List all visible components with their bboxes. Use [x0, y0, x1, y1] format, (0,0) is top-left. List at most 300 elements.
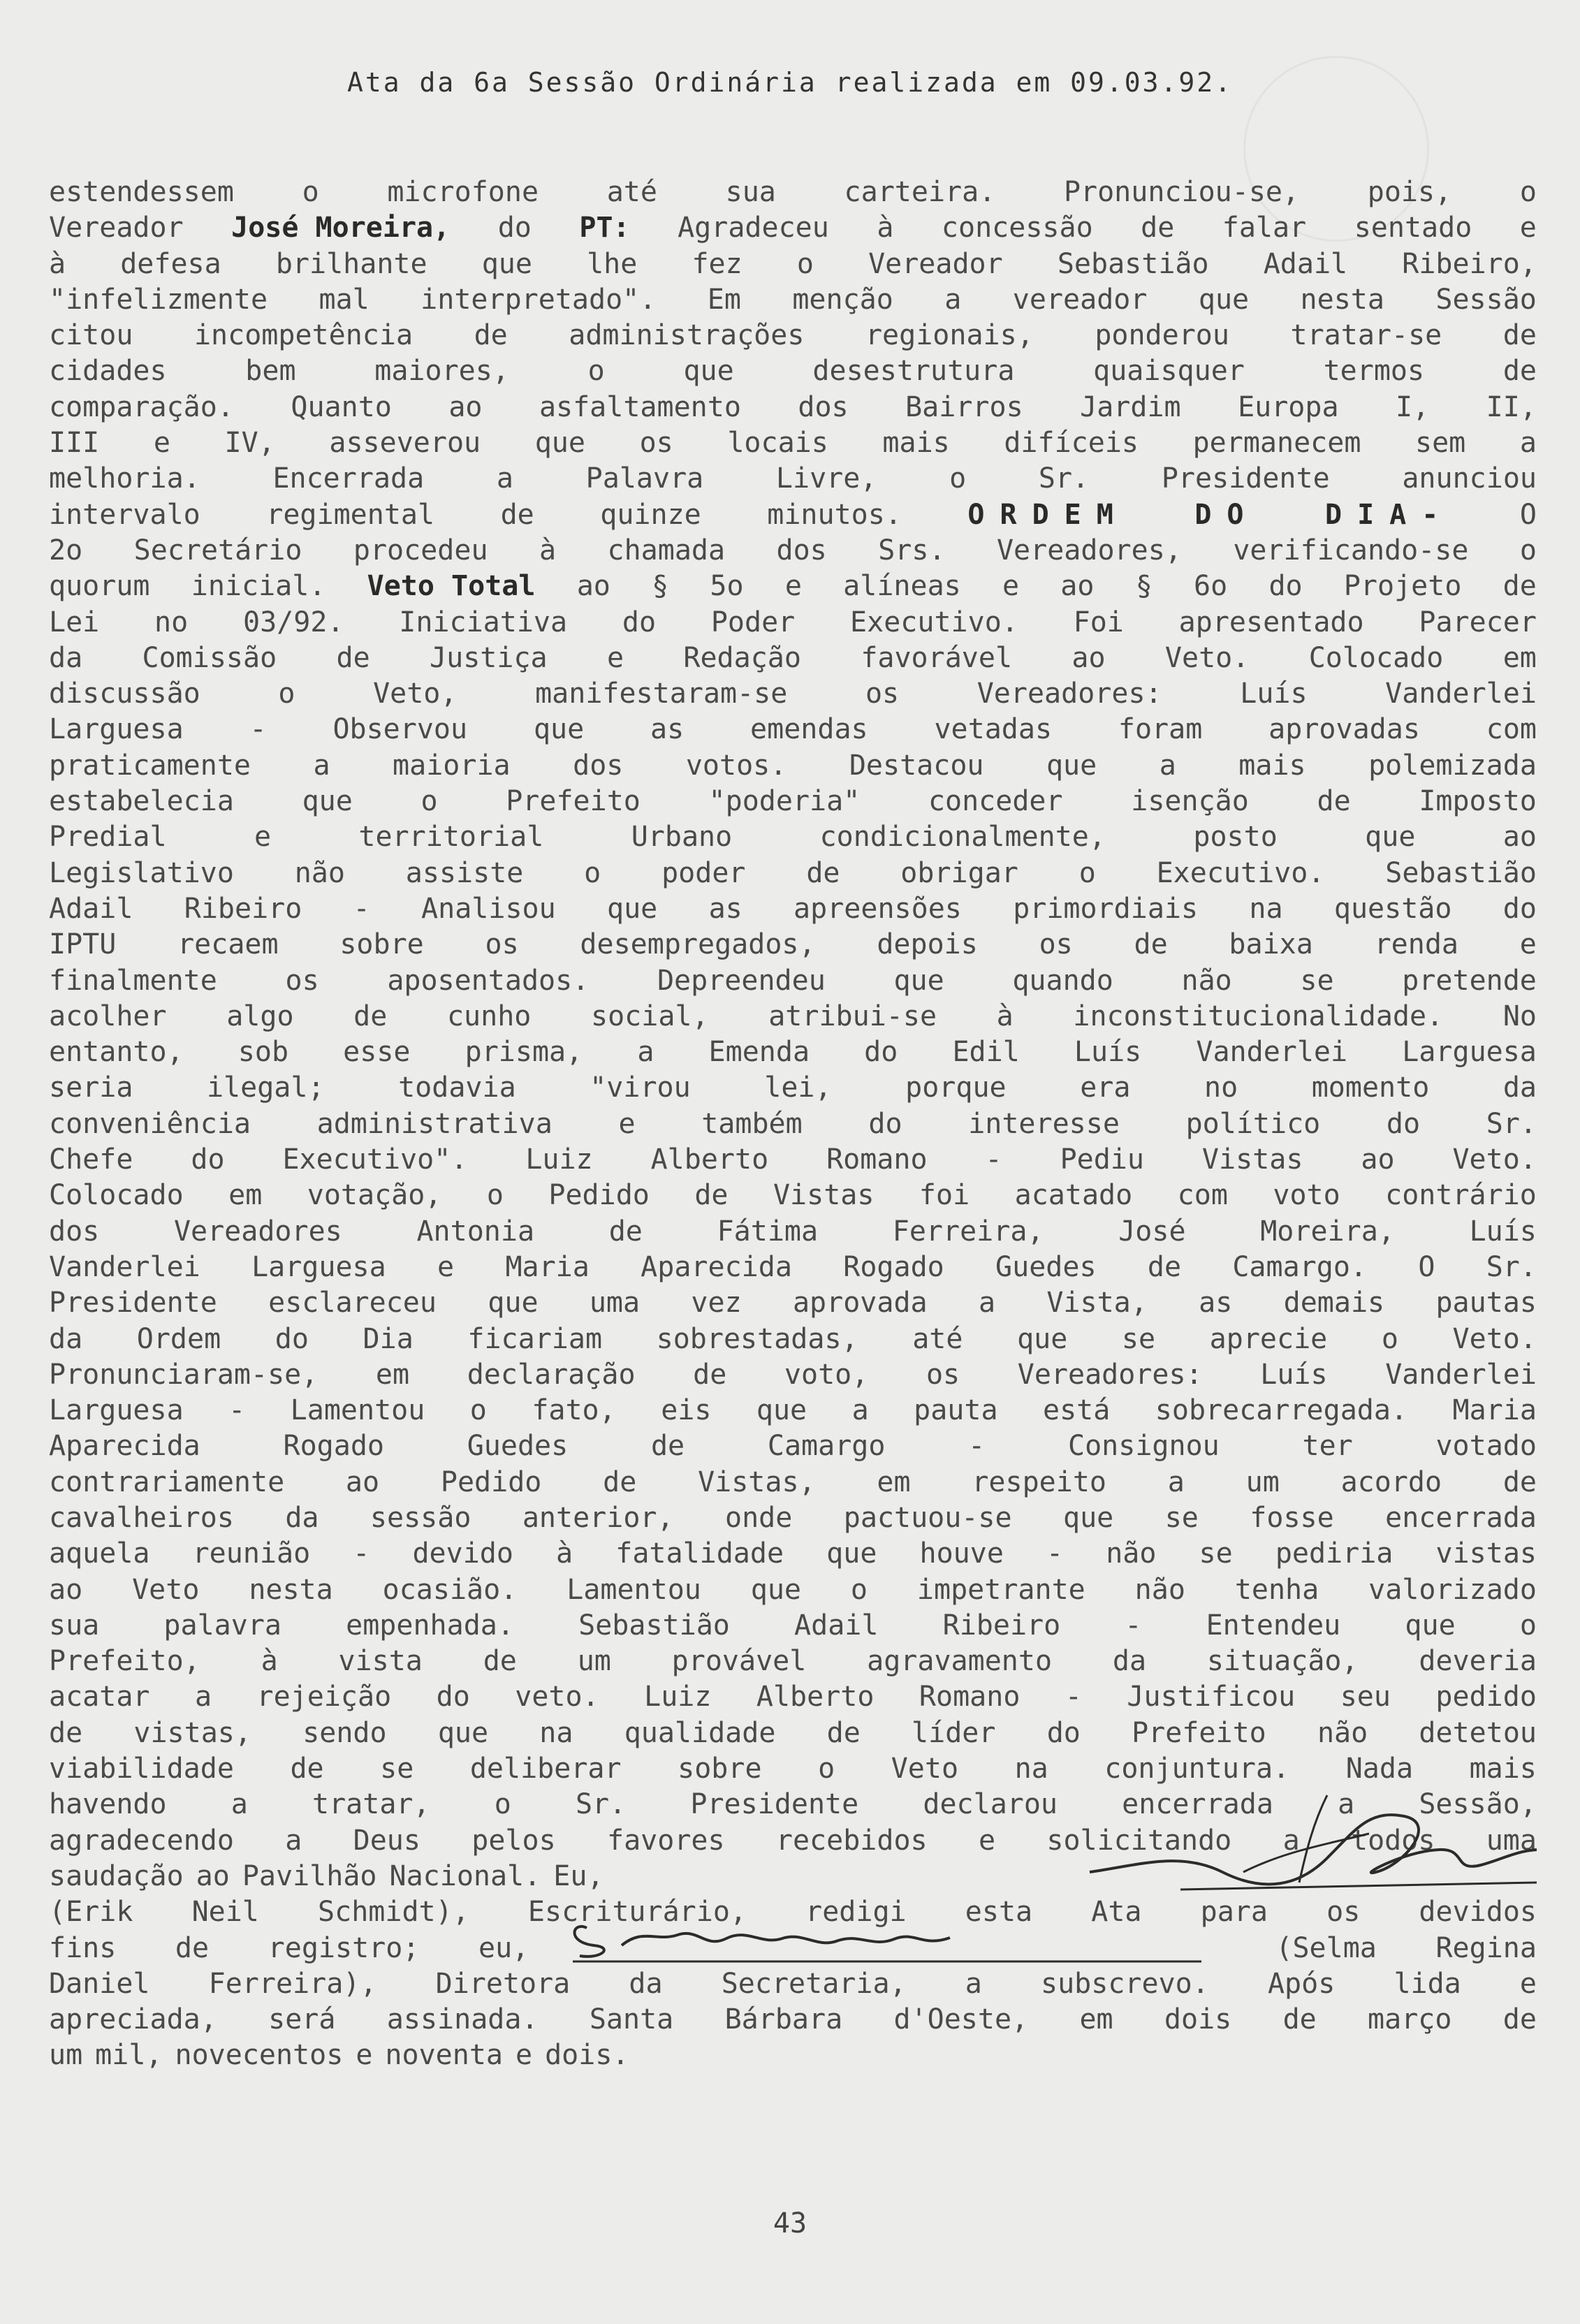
text-line	[49, 1070, 1537, 1106]
word: Presidente	[1161, 462, 1330, 495]
word: Colocado	[1308, 641, 1444, 674]
word: de	[650, 1430, 685, 1463]
word: apresentado	[1178, 606, 1364, 638]
word: à	[877, 212, 894, 244]
word: do	[497, 212, 532, 244]
word: não	[1181, 964, 1232, 997]
word: melhoria.	[49, 462, 200, 495]
word: sobre	[339, 928, 424, 961]
word: "infelizmente	[49, 283, 268, 316]
word: sem	[1415, 427, 1466, 460]
word: praticamente	[49, 749, 251, 782]
word: Pediu	[1060, 1143, 1144, 1176]
word: com	[1486, 713, 1537, 746]
word: Luís	[1260, 1358, 1328, 1391]
word: social,	[591, 1000, 709, 1032]
word: se	[1164, 1501, 1199, 1534]
word: em	[1079, 2003, 1113, 2036]
word: do	[275, 1322, 309, 1355]
text-line	[49, 533, 1537, 569]
word: defesa	[120, 247, 221, 280]
word: Vereadores,	[996, 534, 1182, 567]
word: apreciada,	[49, 2003, 217, 2036]
word: de	[1317, 785, 1351, 818]
text-line	[49, 1106, 1537, 1142]
word: Presidente	[690, 1788, 859, 1821]
word: Dia	[363, 1322, 414, 1355]
text-line	[49, 605, 1537, 641]
word: e	[1519, 928, 1537, 961]
word: acordo	[1340, 1466, 1442, 1498]
word: devido	[412, 1537, 513, 1570]
word: atribui-se	[768, 1000, 937, 1032]
word: cunho	[446, 1000, 532, 1032]
word: aposentados.	[387, 964, 590, 997]
word: e	[618, 1107, 636, 1140]
word: contrariamente	[49, 1466, 285, 1498]
word: Maria	[505, 1250, 590, 1283]
word: se	[1300, 964, 1334, 997]
word: da	[285, 1501, 319, 1534]
word: Ribeiro	[942, 1609, 1061, 1642]
word: citou	[49, 319, 133, 352]
word: porque	[905, 1072, 1007, 1104]
word: Larguesa	[251, 1250, 386, 1283]
word: ao	[345, 1466, 380, 1498]
word: (Erik	[49, 1896, 133, 1929]
word: discussão	[49, 678, 200, 710]
word: Poder	[710, 606, 796, 638]
word: os	[926, 1358, 960, 1391]
word: deliberar	[469, 1753, 622, 1785]
word: bem	[245, 355, 296, 388]
text-line	[49, 282, 1537, 318]
word: e	[254, 821, 272, 854]
word: baixa	[1229, 928, 1313, 961]
word: de	[826, 1716, 861, 1749]
word: Veto	[132, 1573, 200, 1606]
word: Emenda	[708, 1036, 810, 1069]
text-line	[49, 461, 1537, 497]
word: aprovadas	[1268, 713, 1420, 746]
word: a	[231, 1788, 248, 1821]
word: Adail	[1263, 247, 1348, 280]
word: Vereador	[868, 247, 1003, 280]
word: Agradeceu	[678, 212, 829, 244]
text-line	[49, 999, 1537, 1035]
text-line	[49, 1250, 1537, 1285]
word: Larguesa	[1402, 1036, 1537, 1069]
word: pauta	[914, 1394, 998, 1427]
word: mal	[319, 283, 370, 316]
word: Secretaria,	[721, 1967, 907, 2000]
word: e	[1519, 1967, 1537, 2000]
word: maiores,	[374, 355, 509, 388]
word: -	[228, 1394, 246, 1427]
word: locais	[727, 427, 828, 460]
word: de	[1502, 355, 1537, 388]
word: Veto	[891, 1753, 959, 1785]
word: que	[1405, 1609, 1456, 1642]
page-number: 43	[773, 2207, 807, 2239]
word: Adail	[794, 1609, 879, 1642]
text-line	[49, 425, 1537, 461]
word: não	[1106, 1537, 1157, 1570]
word: e	[1519, 212, 1537, 244]
word: Sessão	[1435, 283, 1537, 316]
word: ponderou	[1095, 319, 1229, 352]
word: os	[485, 928, 519, 961]
word: do	[1268, 570, 1303, 603]
word: de	[603, 1466, 637, 1498]
word: se	[1199, 1537, 1233, 1570]
text-line	[49, 641, 1537, 676]
word: Predial	[49, 821, 167, 854]
word: na	[539, 1716, 573, 1749]
word: se	[380, 1753, 414, 1785]
text-line	[49, 1214, 1537, 1250]
word: questão	[1333, 892, 1452, 925]
word: Projeto	[1343, 570, 1462, 603]
word: acatado	[1014, 1179, 1133, 1212]
word: contrário	[1385, 1179, 1537, 1212]
word: mais	[882, 427, 950, 460]
word: maioria	[393, 749, 511, 782]
word: Nada	[1345, 1753, 1414, 1785]
word: reunião	[192, 1537, 311, 1570]
word: sentado	[1354, 212, 1472, 244]
word: à	[261, 1645, 278, 1678]
word: o	[302, 176, 319, 208]
text-line	[49, 390, 1537, 425]
word: ter	[1302, 1430, 1353, 1463]
word: em	[228, 1179, 263, 1212]
word: Luiz	[525, 1143, 593, 1176]
word: também	[701, 1107, 803, 1140]
word: e	[606, 641, 624, 674]
word: IV,	[224, 427, 275, 460]
word: Lamentou	[290, 1394, 425, 1427]
word: o	[469, 1394, 487, 1427]
word: à	[996, 1000, 1014, 1032]
word: obrigar	[900, 856, 1018, 889]
word: um	[1245, 1466, 1280, 1498]
word: Quanto	[291, 390, 392, 423]
text-line	[49, 2002, 1537, 2038]
word: Encerrada	[272, 462, 425, 495]
word: Executivo.	[850, 606, 1018, 638]
word: do	[868, 1107, 902, 1140]
word: será	[268, 2003, 336, 2036]
word: ilegal;	[206, 1072, 325, 1104]
word: a	[313, 749, 330, 782]
word: fato,	[532, 1394, 616, 1427]
text-line	[49, 891, 1537, 927]
word: lei,	[764, 1072, 832, 1104]
word: da	[49, 1322, 83, 1355]
word: ao	[196, 1859, 230, 1892]
word: não	[294, 856, 345, 889]
word: Guedes	[467, 1430, 569, 1463]
word: O	[1519, 498, 1537, 531]
word: acatar	[49, 1681, 150, 1713]
word: pois,	[1367, 176, 1452, 208]
word: primordiais	[1013, 892, 1199, 925]
word: que	[1063, 1501, 1114, 1534]
word: Veto,	[373, 678, 458, 710]
word: e	[153, 427, 170, 460]
word: os	[285, 964, 319, 997]
word: asseverou	[329, 427, 481, 460]
word: de	[1502, 1466, 1537, 1498]
word: encerrada	[1122, 1788, 1273, 1821]
word: e	[978, 1824, 996, 1857]
word: novecentos	[175, 2039, 344, 2072]
word: pelos	[471, 1824, 556, 1857]
word: que	[683, 355, 734, 388]
word: de	[694, 1179, 729, 1212]
text-line	[49, 2038, 1537, 2073]
word: aquela	[49, 1537, 150, 1570]
word: 2o	[49, 534, 83, 567]
word: solicitando	[1046, 1824, 1232, 1857]
word: posto	[1193, 821, 1278, 854]
word: Chefe	[49, 1143, 133, 1176]
word: estabelecia	[49, 785, 234, 818]
word: março	[1368, 2003, 1452, 2036]
word: de	[1282, 2003, 1317, 2036]
word: desempregados,	[580, 928, 816, 961]
signature-schmidt	[1076, 1767, 1551, 1907]
word: o	[1381, 1322, 1398, 1355]
word: Larguesa	[49, 1394, 184, 1427]
word: do	[1386, 1107, 1421, 1140]
text-line	[49, 963, 1537, 999]
text-line	[49, 353, 1537, 389]
word: vistas,	[133, 1716, 251, 1749]
word: os	[639, 427, 673, 460]
word: Pedido	[548, 1179, 650, 1212]
word: e	[356, 2039, 373, 2072]
word: Pavilhão	[242, 1859, 377, 1892]
word: de	[608, 1215, 643, 1248]
word: para	[1200, 1896, 1268, 1929]
word: a	[1282, 1824, 1300, 1857]
word: Luiz	[644, 1681, 712, 1713]
word: Europa	[1238, 390, 1339, 423]
word: dos	[573, 749, 624, 782]
word: mais	[1469, 1753, 1537, 1785]
word: esta	[965, 1896, 1033, 1929]
word: a	[637, 1036, 654, 1069]
text-line	[49, 1608, 1537, 1644]
word: na	[1014, 1753, 1048, 1785]
word: territorial	[358, 821, 544, 854]
word: Imposto	[1419, 785, 1537, 818]
word: Edil	[952, 1036, 1020, 1069]
word: Jardim	[1080, 390, 1181, 423]
word: interesse	[968, 1107, 1120, 1140]
word: eis	[661, 1394, 712, 1427]
word: Romano	[919, 1681, 1021, 1713]
word: vistas	[1435, 1537, 1537, 1570]
word: Comissão	[142, 641, 277, 674]
word: a	[1167, 1466, 1185, 1498]
word: Santa	[589, 2003, 674, 2036]
word: na	[1249, 892, 1283, 925]
word: comparação.	[49, 390, 234, 423]
word: Maria	[1452, 1394, 1537, 1427]
word: apreensões	[793, 892, 962, 925]
word: Daniel	[49, 1967, 150, 2000]
word: com	[1177, 1179, 1228, 1212]
word: Sebastião	[1057, 247, 1209, 280]
word: o	[278, 678, 295, 710]
word: pactuou-se	[843, 1501, 1012, 1534]
word: procedeu	[353, 534, 488, 567]
word: ao	[576, 570, 610, 603]
word: II,	[1486, 390, 1537, 423]
word: o	[796, 247, 814, 280]
word: -	[1065, 1681, 1082, 1713]
word: subscrevo.	[1041, 1967, 1209, 2000]
word: palavra	[163, 1609, 281, 1642]
word: Sessão,	[1419, 1788, 1537, 1821]
word: Justiça	[430, 641, 548, 674]
word: do	[1502, 892, 1537, 925]
word: votação,	[307, 1179, 442, 1212]
word: Schmidt),	[318, 1896, 469, 1929]
word: Vistas	[773, 1179, 875, 1212]
word: dos	[776, 534, 827, 567]
word: Lamentou	[566, 1573, 701, 1606]
word: vetadas	[934, 713, 1053, 746]
word: os	[1326, 1896, 1361, 1929]
word: Prefeito,	[49, 1645, 200, 1678]
word: anterior,	[522, 1501, 674, 1534]
word: conveniência	[49, 1107, 251, 1140]
word: que	[607, 892, 658, 925]
text-line	[49, 1285, 1537, 1321]
word: Vanderlei	[1385, 678, 1537, 710]
word: de	[1147, 1250, 1182, 1283]
word: -	[249, 713, 267, 746]
word: menção	[792, 283, 893, 316]
word: Vista,	[1046, 1287, 1148, 1320]
word: o	[584, 856, 601, 889]
text-line	[49, 497, 1537, 533]
text-line	[49, 1428, 1537, 1464]
word: Neil	[191, 1896, 259, 1929]
text-line	[49, 1500, 1537, 1536]
word: assiste	[405, 856, 524, 889]
word: do	[622, 606, 657, 638]
word: o	[1519, 534, 1537, 567]
text-line	[49, 1357, 1537, 1393]
word: §	[1135, 570, 1153, 603]
word: Luís	[1240, 678, 1308, 710]
word: quinze	[600, 498, 701, 531]
word: inconstitucionalidade.	[1073, 1000, 1444, 1032]
word: valorizado	[1368, 1573, 1537, 1606]
word: ocasião.	[382, 1573, 518, 1606]
word: ao	[1060, 570, 1095, 603]
word: momento	[1311, 1072, 1430, 1104]
text-line	[49, 1679, 1537, 1715]
word: tenha	[1234, 1573, 1319, 1606]
word: Deus	[353, 1824, 420, 1857]
word: -	[353, 892, 370, 925]
word: até	[606, 176, 657, 208]
word: Moreira,	[1260, 1215, 1395, 1248]
word: Colocado	[49, 1179, 184, 1212]
word: "poderia"	[708, 785, 861, 818]
word: Destacou	[849, 749, 984, 782]
word: -	[968, 1430, 986, 1463]
word: as	[650, 713, 685, 746]
word: condicionalmente,	[819, 821, 1106, 854]
word: Vanderlei	[1196, 1036, 1348, 1069]
word: Camargo	[767, 1430, 886, 1463]
word: sob	[237, 1036, 289, 1069]
word: PT:	[579, 212, 630, 244]
word: Secretário	[133, 534, 302, 567]
word: depois	[877, 928, 978, 961]
text-line	[49, 1716, 1537, 1751]
word: sobre	[678, 1753, 762, 1785]
word: ficariam	[467, 1322, 603, 1355]
word: seria	[49, 1072, 133, 1104]
word: IPTU	[49, 928, 117, 961]
word: está	[1043, 1394, 1111, 1427]
word: DO	[1194, 498, 1259, 531]
word: lhe	[587, 247, 638, 280]
word: votos.	[685, 749, 787, 782]
word: pretende	[1402, 964, 1537, 997]
word: aprecie	[1209, 1322, 1328, 1355]
word: Vereador	[49, 212, 184, 244]
word: prisma,	[465, 1036, 583, 1069]
word: ao	[1361, 1143, 1395, 1176]
word: dos	[798, 390, 849, 423]
word: Ribeiro,	[1402, 247, 1537, 280]
word: de	[1502, 319, 1537, 352]
text-line	[49, 1035, 1537, 1070]
word: Veto.	[1452, 1143, 1537, 1176]
word: onde	[725, 1501, 793, 1534]
word: Vereadores:	[1017, 1358, 1203, 1391]
word: I,	[1396, 390, 1430, 423]
word: a	[1338, 1788, 1355, 1821]
word: e	[437, 1250, 455, 1283]
word: Sr.	[1486, 1107, 1537, 1140]
word: José Moreira,	[231, 212, 451, 244]
word: Vanderlei	[49, 1250, 200, 1283]
word: Após	[1267, 1967, 1336, 2000]
word: interpretado".	[420, 283, 657, 316]
word: Legislativo	[49, 856, 234, 889]
word: Vistas	[1201, 1143, 1303, 1176]
word: deveria	[1419, 1645, 1537, 1678]
word: Alberto	[756, 1681, 875, 1713]
word: estendessem	[49, 176, 234, 208]
word: Adail	[49, 892, 133, 925]
word: saudação	[49, 1859, 184, 1892]
word: da	[49, 641, 83, 674]
text-line	[49, 927, 1537, 963]
text-line	[49, 712, 1537, 747]
word: Bairros	[905, 390, 1023, 423]
